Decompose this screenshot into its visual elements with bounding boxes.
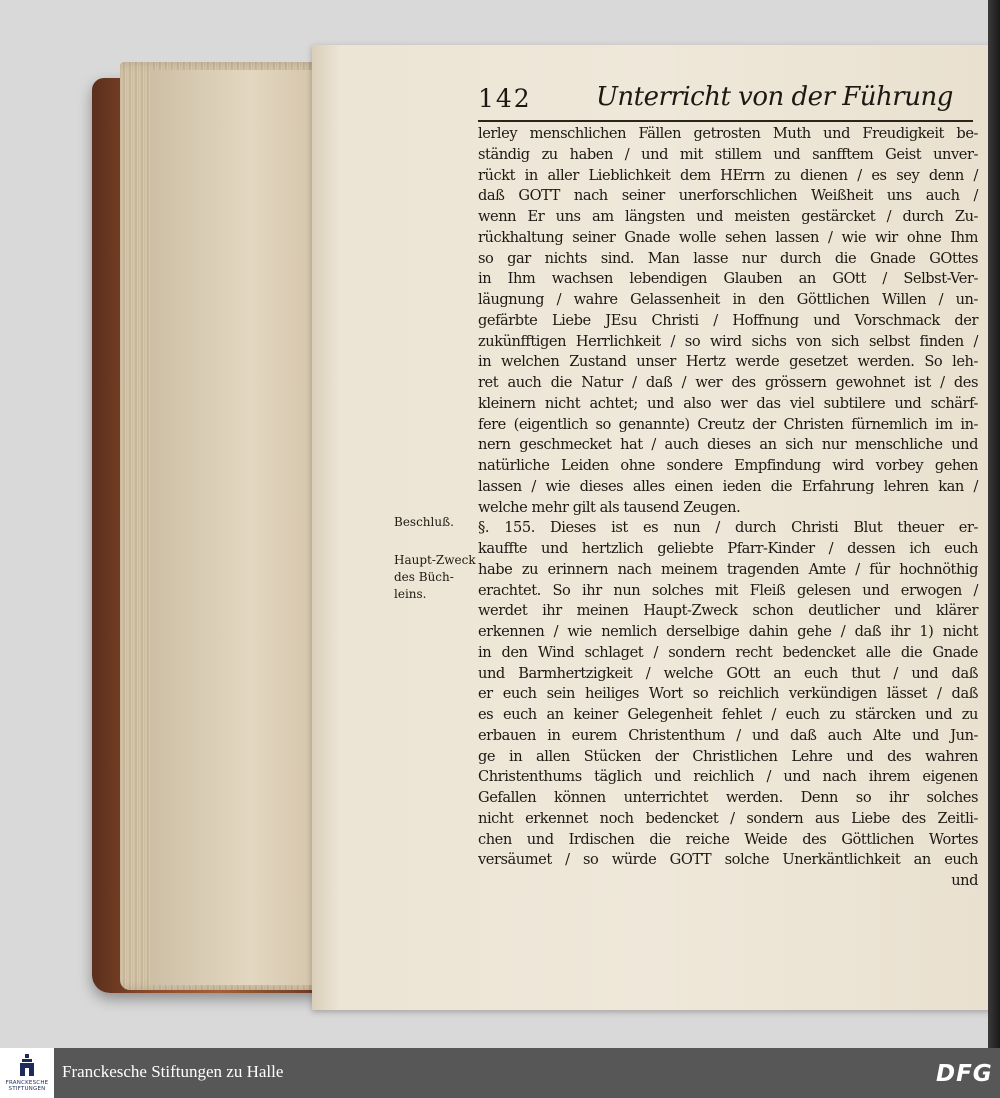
text-line: fere (eigentlich so genannte) Creutz der Christen fürnemlich im in- <box>478 415 978 433</box>
text-line: habe zu erinnern nach meinem tragenden Amte / für hochnöthig <box>478 560 978 578</box>
text-line: und Barmhertzigkeit / welche GOtt an euch thut / und daß <box>478 664 978 682</box>
text-line: erbauen in eurem Christenthum / und daß auch Alte und Jun- <box>478 726 978 744</box>
text-line: in welchen Zustand unser Hertz werde gesetzet werden. So leh- <box>478 353 978 371</box>
text-line: gefärbte Liebe JEsu Christi / Hoffnung und Vorschmack der <box>478 311 978 329</box>
text-line: kleinern nicht achtet; und also wer das viel subtilere und schärf- <box>478 394 978 412</box>
text-line: rückhaltung seiner Gnade wolle sehen lassen / wie wir ohne Ihm <box>478 228 978 246</box>
dfg-logo[interactable]: DFG <box>936 1061 993 1087</box>
scan-edge <box>988 0 1000 1048</box>
text-line: ge in allen Stücken der Christlichen Lehre und des wahren <box>478 747 978 765</box>
section-155-start: §. 155. Dieses ist es nun / durch Christi Blut theuer er- <box>478 519 978 537</box>
text-line: kauffte und hertzlich geliebte Pfarr-Kinder / dessen ich euch <box>478 540 978 557</box>
text-line: läugnung / wahre Gelassenheit in den Göttlichen Willen / un- <box>478 291 978 308</box>
margin-note-hauptzweck: Haupt-Zweck des Büch-leins. <box>394 553 476 601</box>
text-line: werdet ihr meinen Haupt-Zweck schon deutlicher und klärer <box>478 602 978 620</box>
text-line: daß GOTT nach seiner unerforschlichen Weißheit uns auch / <box>478 187 978 205</box>
text-line: erkennen / wie nemlich derselbige dahin gehe / daß ihr 1) nicht <box>478 623 978 640</box>
text-line: wenn Er uns am längsten und meisten gestärcket / durch Zu- <box>478 208 978 225</box>
viewer-footer <box>0 1048 1000 1098</box>
text-line: versäumet / so würde GOTT solche Unerkäntlichkeit an euch <box>478 851 978 869</box>
text-line: erachtet. So ihr nun solches mit Fleiß gelesen und erwogen / <box>478 581 978 599</box>
header-rule <box>478 120 973 122</box>
body-text <box>478 124 978 892</box>
catchword: und <box>951 872 978 889</box>
text-line: lassen / wie dieses alles einen ieden die Erfahrung lehren kan / <box>478 477 978 495</box>
text-line: zukünfftigen Herrlichkeit / so wird sichs von sich selbst finden / <box>478 332 978 350</box>
running-title: Unterricht von der Führung <box>596 82 953 112</box>
text-line: in Ihm wachsen lebendigen Glauben an GOtt / Selbst-Ver- <box>478 270 978 288</box>
institution-name[interactable]: Franckesche Stiftungen zu Halle <box>62 1062 284 1081</box>
francke-logo[interactable] <box>0 1048 54 1098</box>
text-line: chen und Irdischen die reiche Weide des Göttlichen Wortes <box>478 830 978 848</box>
text-line: nicht erkennet noch bedencket / sondern aus Liebe des Zeitli- <box>478 809 978 827</box>
logo-text: FRANCKESCHE STIFTUNGEN <box>5 1080 49 1092</box>
page-stack <box>150 70 318 985</box>
text-line: lerley menschlichen Fällen getrosten Muth und Freudigkeit be- <box>478 125 978 142</box>
text-line: ret auch die Natur / daß / wer des grössern gewohnet ist / des <box>478 374 978 391</box>
page-number: 142 <box>478 84 532 113</box>
page-header <box>478 80 973 120</box>
text-line: welche mehr gilt als tausend Zeugen. <box>478 498 741 516</box>
text-line: rückt in aller Lieblichkeit dem HErrn zu dienen / es sey denn / <box>478 166 978 184</box>
margin-note-beschluss: Beschluß. <box>394 515 454 529</box>
text-line: natürliche Leiden ohne sondere Empfindung wird vorbey gehen <box>478 457 978 474</box>
text-line: in den Wind schlaget / sondern recht bedencket alle die Gnade <box>478 643 978 661</box>
francke-emblem-icon <box>17 1054 37 1078</box>
text-line: Gefallen können unterrichtet werden. Denn so ihr solches <box>478 789 978 806</box>
text-line: es euch an keiner Gelegenheit fehlet / euch zu stärcken und zu <box>478 706 978 723</box>
text-line: Christenthums täglich und reichlich / und nach ihrem eigenen <box>478 768 978 786</box>
text-line: er euch sein heiliges Wort so reichlich verkündigen lässet / daß <box>478 685 978 703</box>
text-line: nern geschmecket hat / auch dieses an sich nur menschliche und <box>478 436 978 454</box>
text-line: so gar nichts sind. Man lasse nur durch die Gnade GOttes <box>478 249 978 267</box>
text-line: ständig zu haben / und mit stillem und sanfftem Geist unver- <box>478 145 978 163</box>
